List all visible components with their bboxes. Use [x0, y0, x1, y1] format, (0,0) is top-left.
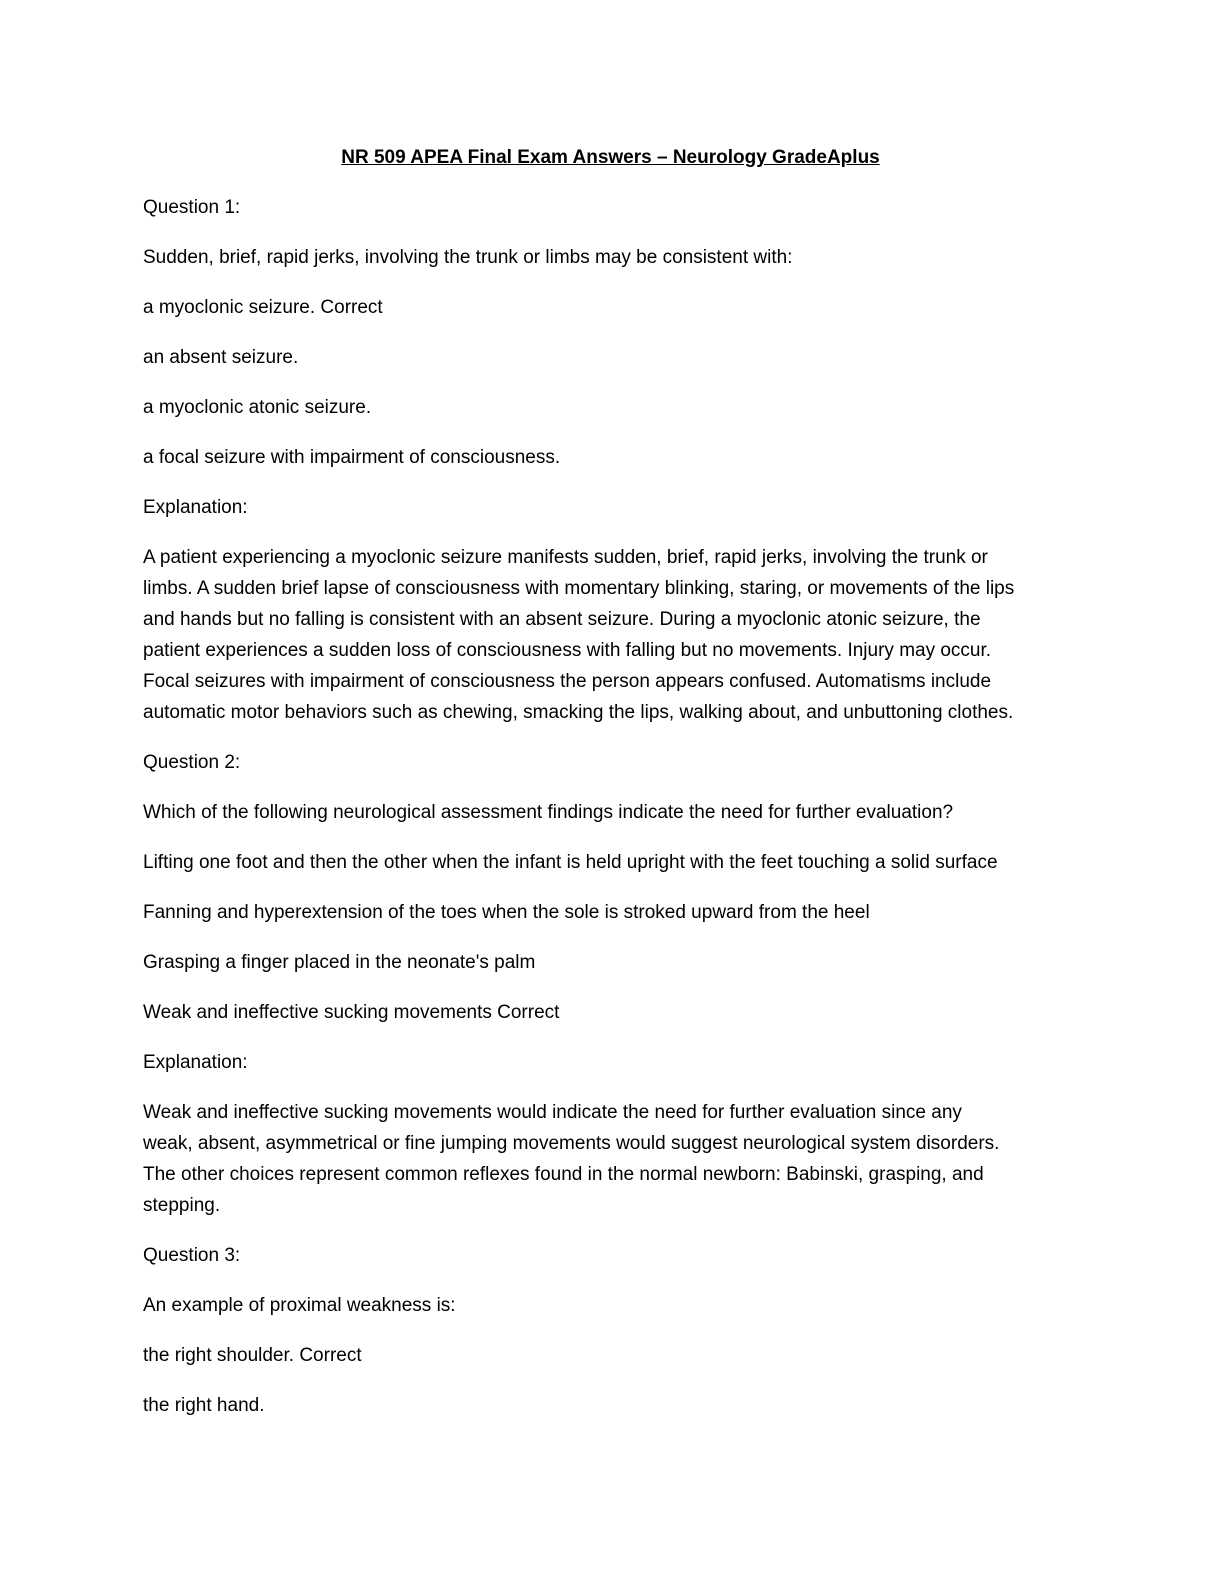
explanation-paragraph: [143, 542, 1078, 728]
question-label: Question 3:: [143, 1245, 241, 1266]
explanation-line: A patient experiencing a myoclonic seizure manifests sudden, brief, rapid jerks, involving the trunk or: [143, 547, 988, 568]
document-title: NR 509 APEA Final Exam Answers – Neurology GradeAplus: [341, 147, 880, 168]
answer-option: an absent seizure.: [143, 347, 299, 368]
question-prompt: Which of the following neurological assessment findings indicate the need for further evaluation?: [143, 802, 954, 823]
explanation-line: stepping.: [143, 1195, 221, 1216]
answer-option: Grasping a finger placed in the neonate's palm: [143, 952, 536, 973]
explanation-line: and hands but no falling is consistent with an absent seizure. During a myoclonic atonic seizure, the: [143, 609, 981, 630]
answer-option: a focal seizure with impairment of consciousness.: [143, 447, 561, 468]
answer-option: Weak and ineffective sucking movements Correct: [143, 1002, 560, 1023]
explanation-line: Focal seizures with impairment of consciousness the person appears confused. Automatisms include: [143, 671, 992, 692]
question-label: Question 1:: [143, 197, 241, 218]
answer-option: Fanning and hyperextension of the toes when the sole is stroked upward from the heel: [143, 902, 870, 923]
answer-option: Lifting one foot and then the other when the infant is held upright with the feet touching a solid surface: [143, 852, 998, 873]
question-prompt: An example of proximal weakness is:: [143, 1295, 456, 1316]
question-label: Question 2:: [143, 752, 241, 773]
explanation-line: The other choices represent common reflexes found in the normal newborn: Babinski, grasping, and: [143, 1164, 984, 1185]
question-prompt: Sudden, brief, rapid jerks, involving the trunk or limbs may be consistent with:: [143, 247, 793, 268]
explanation-label: Explanation:: [143, 497, 248, 518]
explanation-line: patient experiences a sudden loss of consciousness with falling but no movements. Injury may occur.: [143, 640, 992, 661]
explanation-label: Explanation:: [143, 1052, 248, 1073]
explanation-line: limbs. A sudden brief lapse of consciousness with momentary blinking, staring, or movements of the lips: [143, 578, 1015, 599]
answer-option: the right shoulder. Correct: [143, 1345, 362, 1366]
explanation-line: Weak and ineffective sucking movements would indicate the need for further evaluation since any: [143, 1102, 962, 1123]
answer-option: a myoclonic atonic seizure.: [143, 397, 372, 418]
explanation-paragraph: [143, 1097, 1078, 1221]
answer-option: the right hand.: [143, 1395, 265, 1416]
document-page: [143, 142, 1078, 1440]
explanation-line: weak, absent, asymmetrical or fine jumping movements would suggest neurological system disorders.: [143, 1133, 1000, 1154]
explanation-line: automatic motor behaviors such as chewing, smacking the lips, walking about, and unbuttoning clothes.: [143, 702, 1014, 723]
answer-option: a myoclonic seizure. Correct: [143, 297, 383, 318]
